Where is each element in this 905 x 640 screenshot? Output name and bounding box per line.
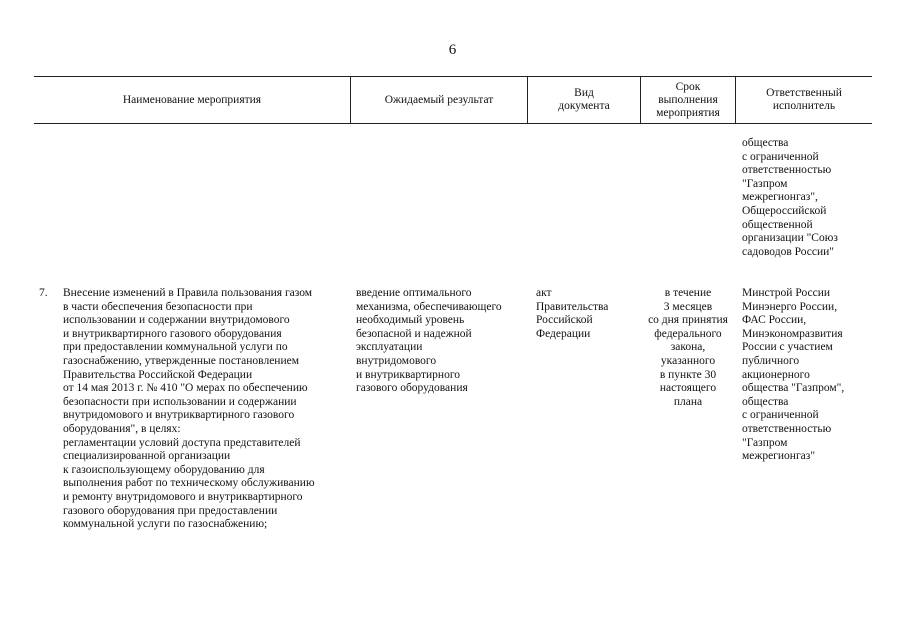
continuation-responsible-cell [742,137,872,259]
text-line: "Газпром [742,436,788,449]
text-line: общества [742,137,789,149]
page-number: 6 [448,42,457,58]
expected-result-cell [356,287,526,396]
measure-name-cell [63,287,353,532]
text-line: Российской [536,314,593,327]
text-line: в пункте 30 [659,368,717,381]
text-line: внутридомового и внутриквартирного газового [63,409,295,422]
text-line: Вид [574,87,594,99]
text-line: введение оптимального [356,287,472,299]
text-line: Внесение изменений в Правила пользования газом [63,287,313,299]
row-number: 7. [39,287,48,299]
text-line: межрегионгаз", [742,191,818,204]
text-line: и внутриквартирного газового оборудования [63,327,282,340]
text-line: документа [558,100,610,112]
text-line: Правительства [536,300,609,313]
table-header [34,76,872,124]
text-line: ответственностью [742,164,832,177]
text-line: механизма, обеспечивающего [356,300,502,313]
text-line: общества [742,395,789,408]
text-line: садоводов России" [742,245,834,258]
text-line: со дня принятия [648,314,728,327]
text-line: безопасной и надежной [356,327,472,340]
text-line: исполнитель [772,100,836,112]
text-line: специализированной организации [63,450,231,463]
text-line: Минстрой России [742,287,830,299]
text-line: Ответственный [766,87,842,99]
text-line: и внутриквартирного [356,368,461,381]
text-line: Минэнерго России, [742,300,838,313]
text-line: публичного [742,354,800,367]
text-line: выполнения работ по техническому обслуживанию [63,477,315,490]
text-line: Минэкономразвития [742,327,843,340]
text-line: общественной [742,218,813,231]
text-line: эксплуатации [356,341,423,354]
text-line: газоснабжению, утвержденные постановлением [63,354,299,367]
text-line: и ремонту внутридомового и внутриквартирного [63,490,303,503]
text-line: ФАС России, [742,314,807,327]
text-line: Федерации [536,327,591,340]
header-deadline [641,77,735,123]
text-line: указанного [660,354,716,367]
text-line: акционерного [742,368,810,381]
text-line: Срок [675,80,701,93]
text-line: использовании и содержании внутридомового [63,314,290,327]
text-line: акт [536,287,552,299]
text-line: с ограниченной [742,409,819,422]
measures-table [34,76,872,124]
text-line: федерального [654,327,722,340]
text-line: от 14 мая 2013 г. № 410 "О мерах по обеспечению [63,382,308,395]
text-line: мероприятия [656,106,720,119]
text-line: плана [673,395,703,408]
text-line: Наименование мероприятия [122,93,262,106]
text-line: с ограниченной [742,150,819,163]
text-line: в течение [664,287,712,299]
text-line: безопасности при использовании и содержании [63,395,297,408]
text-line: России с участием [742,341,833,354]
text-line: газового оборудования при предоставлении [63,504,278,517]
text-line: газового оборудования [356,382,468,395]
text-line: внутридомового [356,354,437,367]
header-responsible [736,77,872,123]
text-line: коммунальной услуги по газоснабжению; [63,518,268,531]
text-line: межрегионгаз" [742,450,816,463]
text-line: Общероссийской [742,204,827,217]
text-line: регламентации условий доступа представителей [63,436,301,449]
text-line: настоящего [659,382,717,395]
text-line: организации "Союз [742,232,838,245]
text-line: Правительства Российской Федерации [63,368,253,381]
header-document-type [528,77,640,123]
document-type-cell [536,287,636,341]
text-line: в части обеспечения безопасности при [63,300,253,313]
text-line: выполнения [658,93,718,106]
text-line: оборудования", в целях: [63,422,181,435]
text-line: "Газпром [742,177,788,190]
text-line: при предоставлении коммунальной услуги по [63,341,288,354]
text-line: к газоиспользующему оборудованию для [63,463,265,476]
text-line: 3 месяцев [663,300,713,313]
header-expected-result [351,77,527,123]
deadline-cell [638,287,738,409]
text-line: закона, [670,341,706,354]
text-line: общества "Газпром", [742,382,845,395]
header-measure-name [34,77,350,123]
text-line: необходимый уровень [356,314,465,327]
text-line: ответственностью [742,422,832,435]
responsible-cell [742,287,872,464]
text-line: Ожидаемый результат [384,93,494,106]
